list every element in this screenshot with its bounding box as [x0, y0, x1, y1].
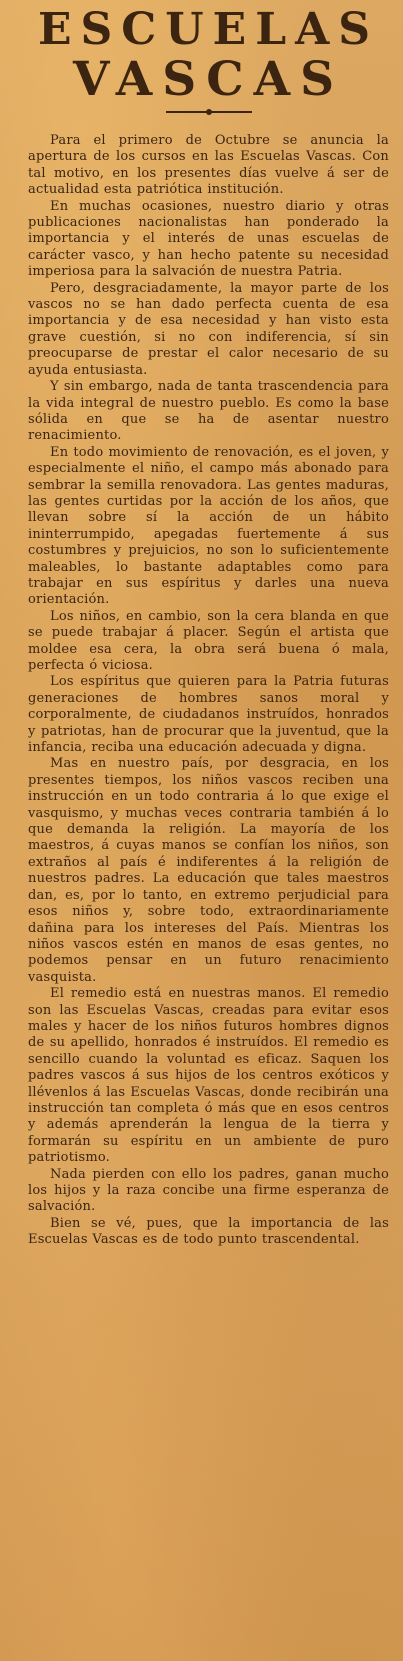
paragraph-10: Nada pierden con ello los padres, ganan mucho los hijos y la raza concibe una firme esperanza de salvación.: [28, 1166, 389, 1215]
headline-line-1: ESCUELAS: [37, 4, 380, 55]
paragraph-4: Y sin embargo, nada de tanta trascendencia para la vida integral de nuestro pueblo. Es como la base sólida en que se ha de asentar nuestro renacimiento.: [28, 379, 389, 444]
paragraph-8: Mas en nuestro país, por desgracia, en los presentes tiempos, los niños vascos reciben una instrucción en un todo contraria á lo que exige el vasquismo, y muchas veces contraria también á lo que demanda la religión. La mayoría de los maestros, á cuyas manos se confían los niños, son extraños al país é indiferentes á la religión de nuestros padres. La educación que tales maestros dan, es, por lo tanto, en extremo perjudicial para esos niños y, sobre todo, extraordinariamente dañina para los intereses del País. Mientras los niños vascos estén en manos de esas gentes, no podemos pensar en un futuro renacimiento vasquista.: [28, 756, 389, 985]
article-body: [28, 133, 389, 1249]
headline-line-2: VASCAS: [72, 52, 345, 107]
paragraph-2: En muchas ocasiones, nuestro diario y otras publicaciones nacionalistas han ponderado la importancia y el interés de unas escuelas de carácter vasco, y han hecho patente su necesidad imperiosa para la salvación de nuestra Patria.: [28, 198, 389, 280]
paragraph-9: El remedio está en nuestras manos. El remedio son las Escuelas Vascas, creadas para evitar esos males y hacer de los niños futuros hombres dignos de su apellido, honrados é instruídos. El remedio es sencillo cuando la voluntad es eficaz. Saquen los padres vascos á sus hijos de los centros exóticos y llévenlos á las Escuelas Vascas, donde recibirán una instrucción tan completa ó más que en esos centros y además aprenderán la lengua de la tierra y formarán su espíritu en un ambiente de puro patriotismo.: [28, 986, 389, 1166]
headline: [28, 4, 389, 113]
paragraph-7: Los espíritus que quieren para la Patria futuras generaciones de hombres sanos moral y corporalmente, de ciudadanos instruídos, honrados y patriotas, han de procurar que la juventud, que la infancia, reciba una educación adecuada y digna.: [28, 674, 389, 756]
paragraph-1: Para el primero de Octubre se anuncia la apertura de los cursos en las Escuelas Vascas. Con tal motivo, en los presentes días vuelve á ser de actualidad esta patriótica institución.: [28, 133, 389, 198]
ornamental-rule: [166, 111, 252, 113]
paragraph-3: Pero, desgraciadamente, la mayor parte de los vascos no se han dado perfecta cuenta de esa importancia y de esa necesidad y han visto esta grave cuestión, si no con indiferencia, sí sin preocuparse de prestar el calor necesario de su ayuda entusiasta.: [28, 280, 389, 378]
paragraph-6: Los niños, en cambio, son la cera blanda en que se puede trabajar á placer. Según el artista que moldee esa cera, la obra será buena ó mala, perfecta ó viciosa.: [28, 608, 389, 673]
paragraph-5: En todo movimiento de renovación, es el joven, y especialmente el niño, el campo más abonado para sembrar la semilla renovadora. Las gentes maduras, las gentes curtidas por la acción de los años, que llevan sobre sí la acción de un hábito ininterrumpido, apegadas fuertemente á sus costumbres y prejuicios, no son lo suficientemente maleables, lo bastante adaptables como para trabajar en sus espíritus y darles una nueva orientación.: [28, 444, 389, 608]
paragraph-11: Bien se vé, pues, que la importancia de las Escuelas Vascas es de todo punto trascendental.: [28, 1215, 389, 1248]
